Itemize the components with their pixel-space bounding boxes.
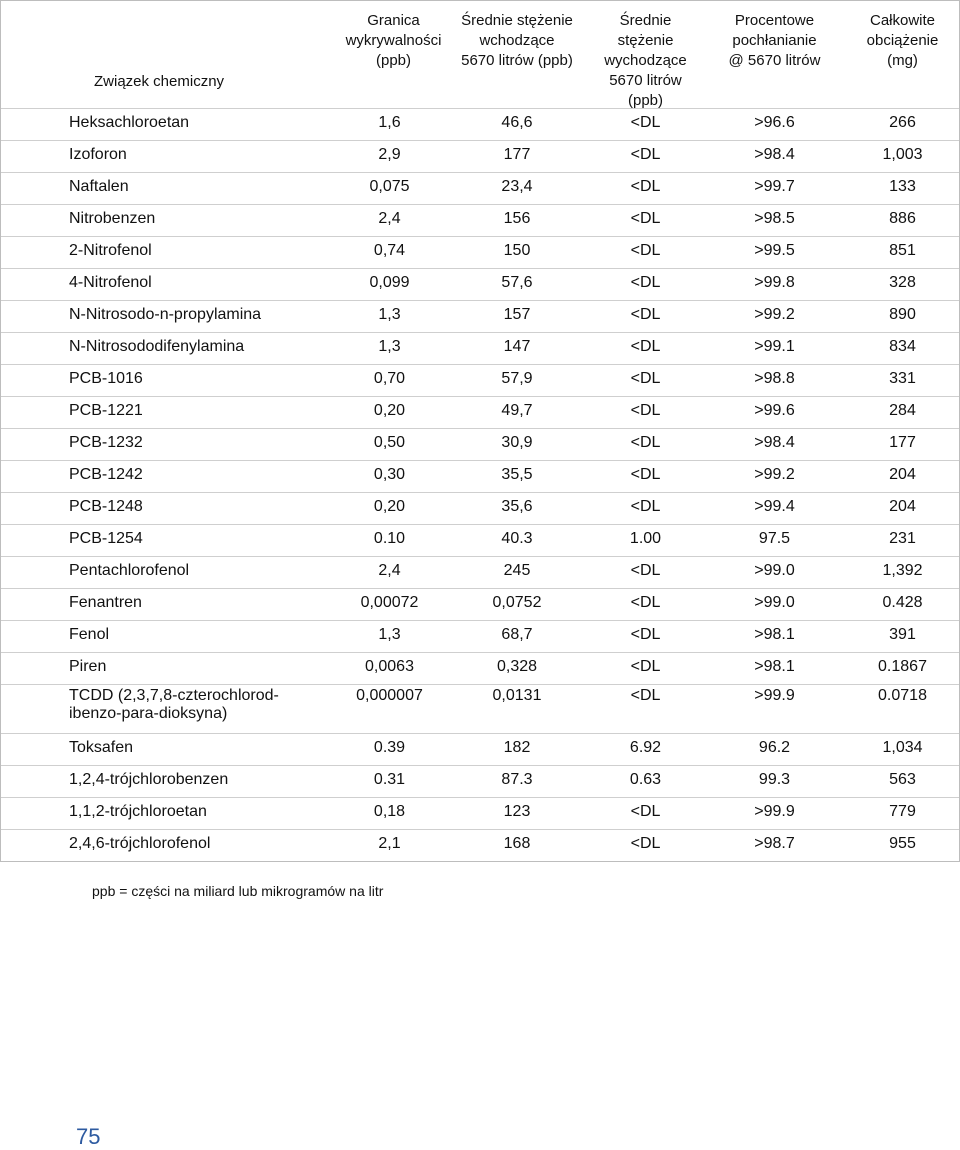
compound-name [1,766,333,797]
compound-name [1,589,333,620]
compound-name [1,301,333,332]
avg-outflow-cell: 0.63 [629,771,662,788]
detection-limit-cell: 0,70 [373,370,406,387]
header-line: wchodzące [479,32,555,49]
avg-outflow-cell: 1.00 [629,530,662,547]
compound-name-line: TCDD (2,3,7,8-czterochlorod- [69,687,279,704]
compound-name [1,461,333,492]
avg-inflow-cell: 177 [503,146,531,163]
compound-name-line: 1,2,4-trójchlorobenzen [69,771,229,788]
absorption-cell: 99.3 [758,771,791,788]
detection-limit-cell: 0,74 [373,242,406,259]
compound-name-line: Pentachlorofenol [69,562,190,579]
avg-outflow-cell: <DL [630,242,661,259]
absorption-cell: >99.1 [754,338,795,355]
absorption-cell: 96.2 [758,739,791,756]
total-load-cell: 890 [889,306,916,323]
compound-name [1,557,333,588]
detection-limit-cell: 1,3 [378,306,401,323]
absorption-cell: >98.4 [754,434,795,451]
total-load-cell: 851 [889,242,916,259]
compound-name-line: PCB-1254 [69,530,143,547]
compound-name [1,798,333,829]
detection-limit-cell: 0,30 [373,466,406,483]
avg-outflow-cell: <DL [630,306,661,323]
absorption-cell: >99.9 [754,803,795,820]
detection-limit-cell: 0,099 [369,274,410,291]
avg-inflow-cell: 40.3 [501,530,533,547]
table-row [1,205,959,237]
avg-outflow-cell: <DL [630,434,661,451]
avg-inflow-cell: 245 [503,562,531,579]
avg-outflow-cell: <DL [630,402,661,419]
table-row [1,237,959,269]
detection-limit-cell: 2,4 [378,210,401,227]
table-row [1,269,959,301]
total-load-cell: 133 [889,178,916,195]
header-line: wychodzące [604,52,687,69]
absorption-cell: >99.2 [754,306,795,323]
compound-name [1,525,333,556]
table-row [1,621,959,653]
avg-inflow-cell: 0,0131 [492,687,542,704]
table-row [1,589,959,621]
avg-inflow-cell: 87.3 [501,771,533,788]
total-load-cell: 779 [889,803,916,820]
compound-name-line: Heksachloroetan [69,114,190,131]
compound-name [1,173,333,204]
compound-name [1,429,333,460]
header-line: Średnie stężenie [461,12,573,29]
total-load-cell: 204 [889,466,916,483]
total-load-cell: 886 [889,210,916,227]
compound-name-line: Piren [69,658,107,675]
detection-limit-cell: 1,3 [378,626,401,643]
table-header [1,1,959,109]
detection-limit-cell: 0.39 [373,739,406,756]
table-row [1,830,959,861]
avg-outflow-cell: <DL [630,210,661,227]
table-row [1,429,959,461]
total-load-cell: 1,392 [882,562,923,579]
total-load-cell: 231 [889,530,916,547]
compound-name [1,830,333,861]
compound-name-line: Izoforon [69,146,127,163]
compound-name [1,685,333,733]
avg-outflow-cell: <DL [630,114,661,131]
detection-limit-cell: 0,075 [369,178,410,195]
compound-name [1,653,333,684]
total-load-cell: 204 [889,498,916,515]
compound-name-line: 1,1,2-trójchloroetan [69,803,207,820]
avg-inflow-cell: 123 [503,803,531,820]
avg-inflow-cell: 35,5 [501,466,533,483]
header-absorption [703,1,846,108]
table-row [1,173,959,205]
detection-limit-cell: 0,0063 [365,658,414,675]
compound-name-line: N-Nitrosododifenylamina [69,338,245,355]
compound-name-line: 2-Nitrofenol [69,242,152,259]
absorption-cell: >99.9 [754,687,795,704]
header-line: 5670 litrów [609,72,682,89]
table-row [1,333,959,365]
avg-outflow-cell: <DL [630,498,661,515]
compound-name-line: PCB-1248 [69,498,143,515]
avg-inflow-cell: 0,328 [496,658,538,675]
table-row [1,653,959,685]
detection-limit-cell: 0,18 [373,803,406,820]
compound-name-line: ibenzo-para-dioksyna) [69,705,228,722]
absorption-cell: >99.2 [754,466,795,483]
table-row [1,525,959,557]
table-row [1,557,959,589]
compound-name-line: Naftalen [69,178,129,195]
avg-outflow-cell: <DL [630,626,661,643]
compound-name [1,365,333,396]
detection-limit-cell: 2,9 [378,146,401,163]
avg-inflow-cell: 57,9 [501,370,533,387]
table-row [1,365,959,397]
compound-name-line: PCB-1016 [69,370,143,387]
header-line: (ppb) [627,92,664,109]
table-row [1,493,959,525]
total-load-cell: 563 [889,771,916,788]
header-avg-inflow [446,1,588,108]
avg-inflow-cell: 35,6 [501,498,533,515]
absorption-cell: >99.7 [754,178,795,195]
table-row [1,685,959,734]
header-line: obciążenie [866,32,939,49]
absorption-cell: >98.7 [754,835,795,852]
detection-limit-cell: 0,000007 [356,687,423,704]
detection-limit-cell: 0,00072 [360,594,419,611]
table-row [1,461,959,493]
header-line: Granica [367,12,420,29]
absorption-cell: 97.5 [758,530,791,547]
detection-limit-cell: 0.31 [373,771,406,788]
compound-name-line: Toksafen [69,739,134,756]
compound-name [1,333,333,364]
header-line: (mg) [887,52,918,69]
avg-inflow-cell: 57,6 [501,274,533,291]
compound-name [1,205,333,236]
avg-outflow-cell: <DL [630,370,661,387]
avg-inflow-cell: 23,4 [501,178,533,195]
header-total-load [846,1,959,108]
absorption-cell: >99.6 [754,402,795,419]
absorption-cell: >99.5 [754,242,795,259]
absorption-cell: >99.0 [754,562,795,579]
compound-name-line: PCB-1242 [69,466,143,483]
avg-outflow-cell: <DL [630,146,661,163]
compound-name [1,269,333,300]
absorption-cell: >99.8 [754,274,795,291]
header-line: Średnie [619,12,672,29]
compound-name-line: N-Nitrosodo-n-propylamina [69,306,262,323]
table-row [1,798,959,830]
compound-name-line: 2,4,6-trójchlorofenol [69,835,211,852]
absorption-cell: >99.4 [754,498,795,515]
absorption-cell: >98.8 [754,370,795,387]
header-detection-limit [341,1,446,108]
header-line: pochłanianie [732,32,817,49]
page-number: 75 [76,1124,101,1149]
total-load-cell: 284 [889,402,916,419]
table-row [1,734,959,766]
avg-inflow-cell: 182 [503,739,531,756]
detection-limit-cell: 1,3 [378,338,401,355]
avg-outflow-cell: <DL [630,338,661,355]
compound-name [1,493,333,524]
total-load-cell: 834 [889,338,916,355]
compound-name-line: Nitrobenzen [69,210,156,227]
detection-limit-cell: 1,6 [378,114,401,131]
absorption-cell: >98.1 [754,626,795,643]
absorption-cell: >98.1 [754,658,795,675]
avg-inflow-cell: 157 [503,306,531,323]
total-load-cell: 266 [889,114,916,131]
avg-outflow-cell: <DL [630,835,661,852]
detection-limit-cell: 2,1 [378,835,401,852]
avg-inflow-cell: 46,6 [501,114,533,131]
avg-outflow-cell: <DL [630,274,661,291]
header-line: Procentowe [734,12,815,29]
detection-limit-cell: 2,4 [378,562,401,579]
total-load-cell: 0.0718 [878,687,927,704]
total-load-cell: 391 [889,626,916,643]
total-load-cell: 955 [889,835,916,852]
avg-outflow-cell: <DL [630,594,661,611]
absorption-cell: >98.5 [754,210,795,227]
total-load-cell: 0.428 [882,594,923,611]
detection-limit-cell: 0,20 [373,498,406,515]
compound-name-line: 4-Nitrofenol [69,274,152,291]
absorption-cell: >98.4 [754,146,795,163]
avg-outflow-cell: <DL [630,687,661,704]
avg-outflow-cell: <DL [630,658,661,675]
table-row [1,397,959,429]
total-load-cell: 177 [889,434,916,451]
header-line: Całkowite [869,12,936,29]
detection-limit-cell: 0,50 [373,434,406,451]
table-row [1,766,959,798]
compound-name [1,141,333,172]
table-row [1,109,959,141]
total-load-cell: 328 [889,274,916,291]
avg-outflow-cell: <DL [630,803,661,820]
detection-limit-cell: 0.10 [373,530,406,547]
header-compound: Związek chemiczny [94,73,225,90]
table-body [1,109,959,861]
avg-inflow-cell: 68,7 [501,626,533,643]
total-load-cell: 0.1867 [878,658,927,675]
avg-inflow-cell: 49,7 [501,402,533,419]
header-line: wykrywalności [345,32,442,49]
compound-name [1,734,333,765]
total-load-cell: 331 [889,370,916,387]
header-line: (ppb) [375,52,412,69]
avg-outflow-cell: <DL [630,562,661,579]
avg-inflow-cell: 168 [503,835,531,852]
compound-name [1,109,333,140]
footnote: ppb = części na miliard lub mikrogramów na litr [92,883,384,899]
compound-name-line: PCB-1232 [69,434,143,451]
compound-name [1,237,333,268]
header-line: stężenie [617,32,674,49]
absorption-cell: >96.6 [754,114,795,131]
compound-name-line: Fenantren [69,594,142,611]
compound-name-line: Fenol [69,626,110,643]
avg-outflow-cell: <DL [630,178,661,195]
detection-limit-cell: 0,20 [373,402,406,419]
avg-outflow-cell: 6.92 [629,739,662,756]
header-line: @ 5670 litrów [728,52,821,69]
avg-inflow-cell: 150 [503,242,531,259]
compound-name [1,621,333,652]
total-load-cell: 1,034 [882,739,923,756]
avg-inflow-cell: 156 [503,210,531,227]
table-row [1,141,959,173]
avg-outflow-cell: <DL [630,466,661,483]
header-line: 5670 litrów (ppb) [461,52,573,69]
header-avg-outflow [588,1,703,108]
absorption-cell: >99.0 [754,594,795,611]
compound-name [1,397,333,428]
compound-name-line: PCB-1221 [69,402,143,419]
avg-inflow-cell: 0,0752 [492,594,542,611]
total-load-cell: 1,003 [882,146,923,163]
avg-inflow-cell: 147 [503,338,531,355]
table-row [1,301,959,333]
avg-inflow-cell: 30,9 [501,434,533,451]
